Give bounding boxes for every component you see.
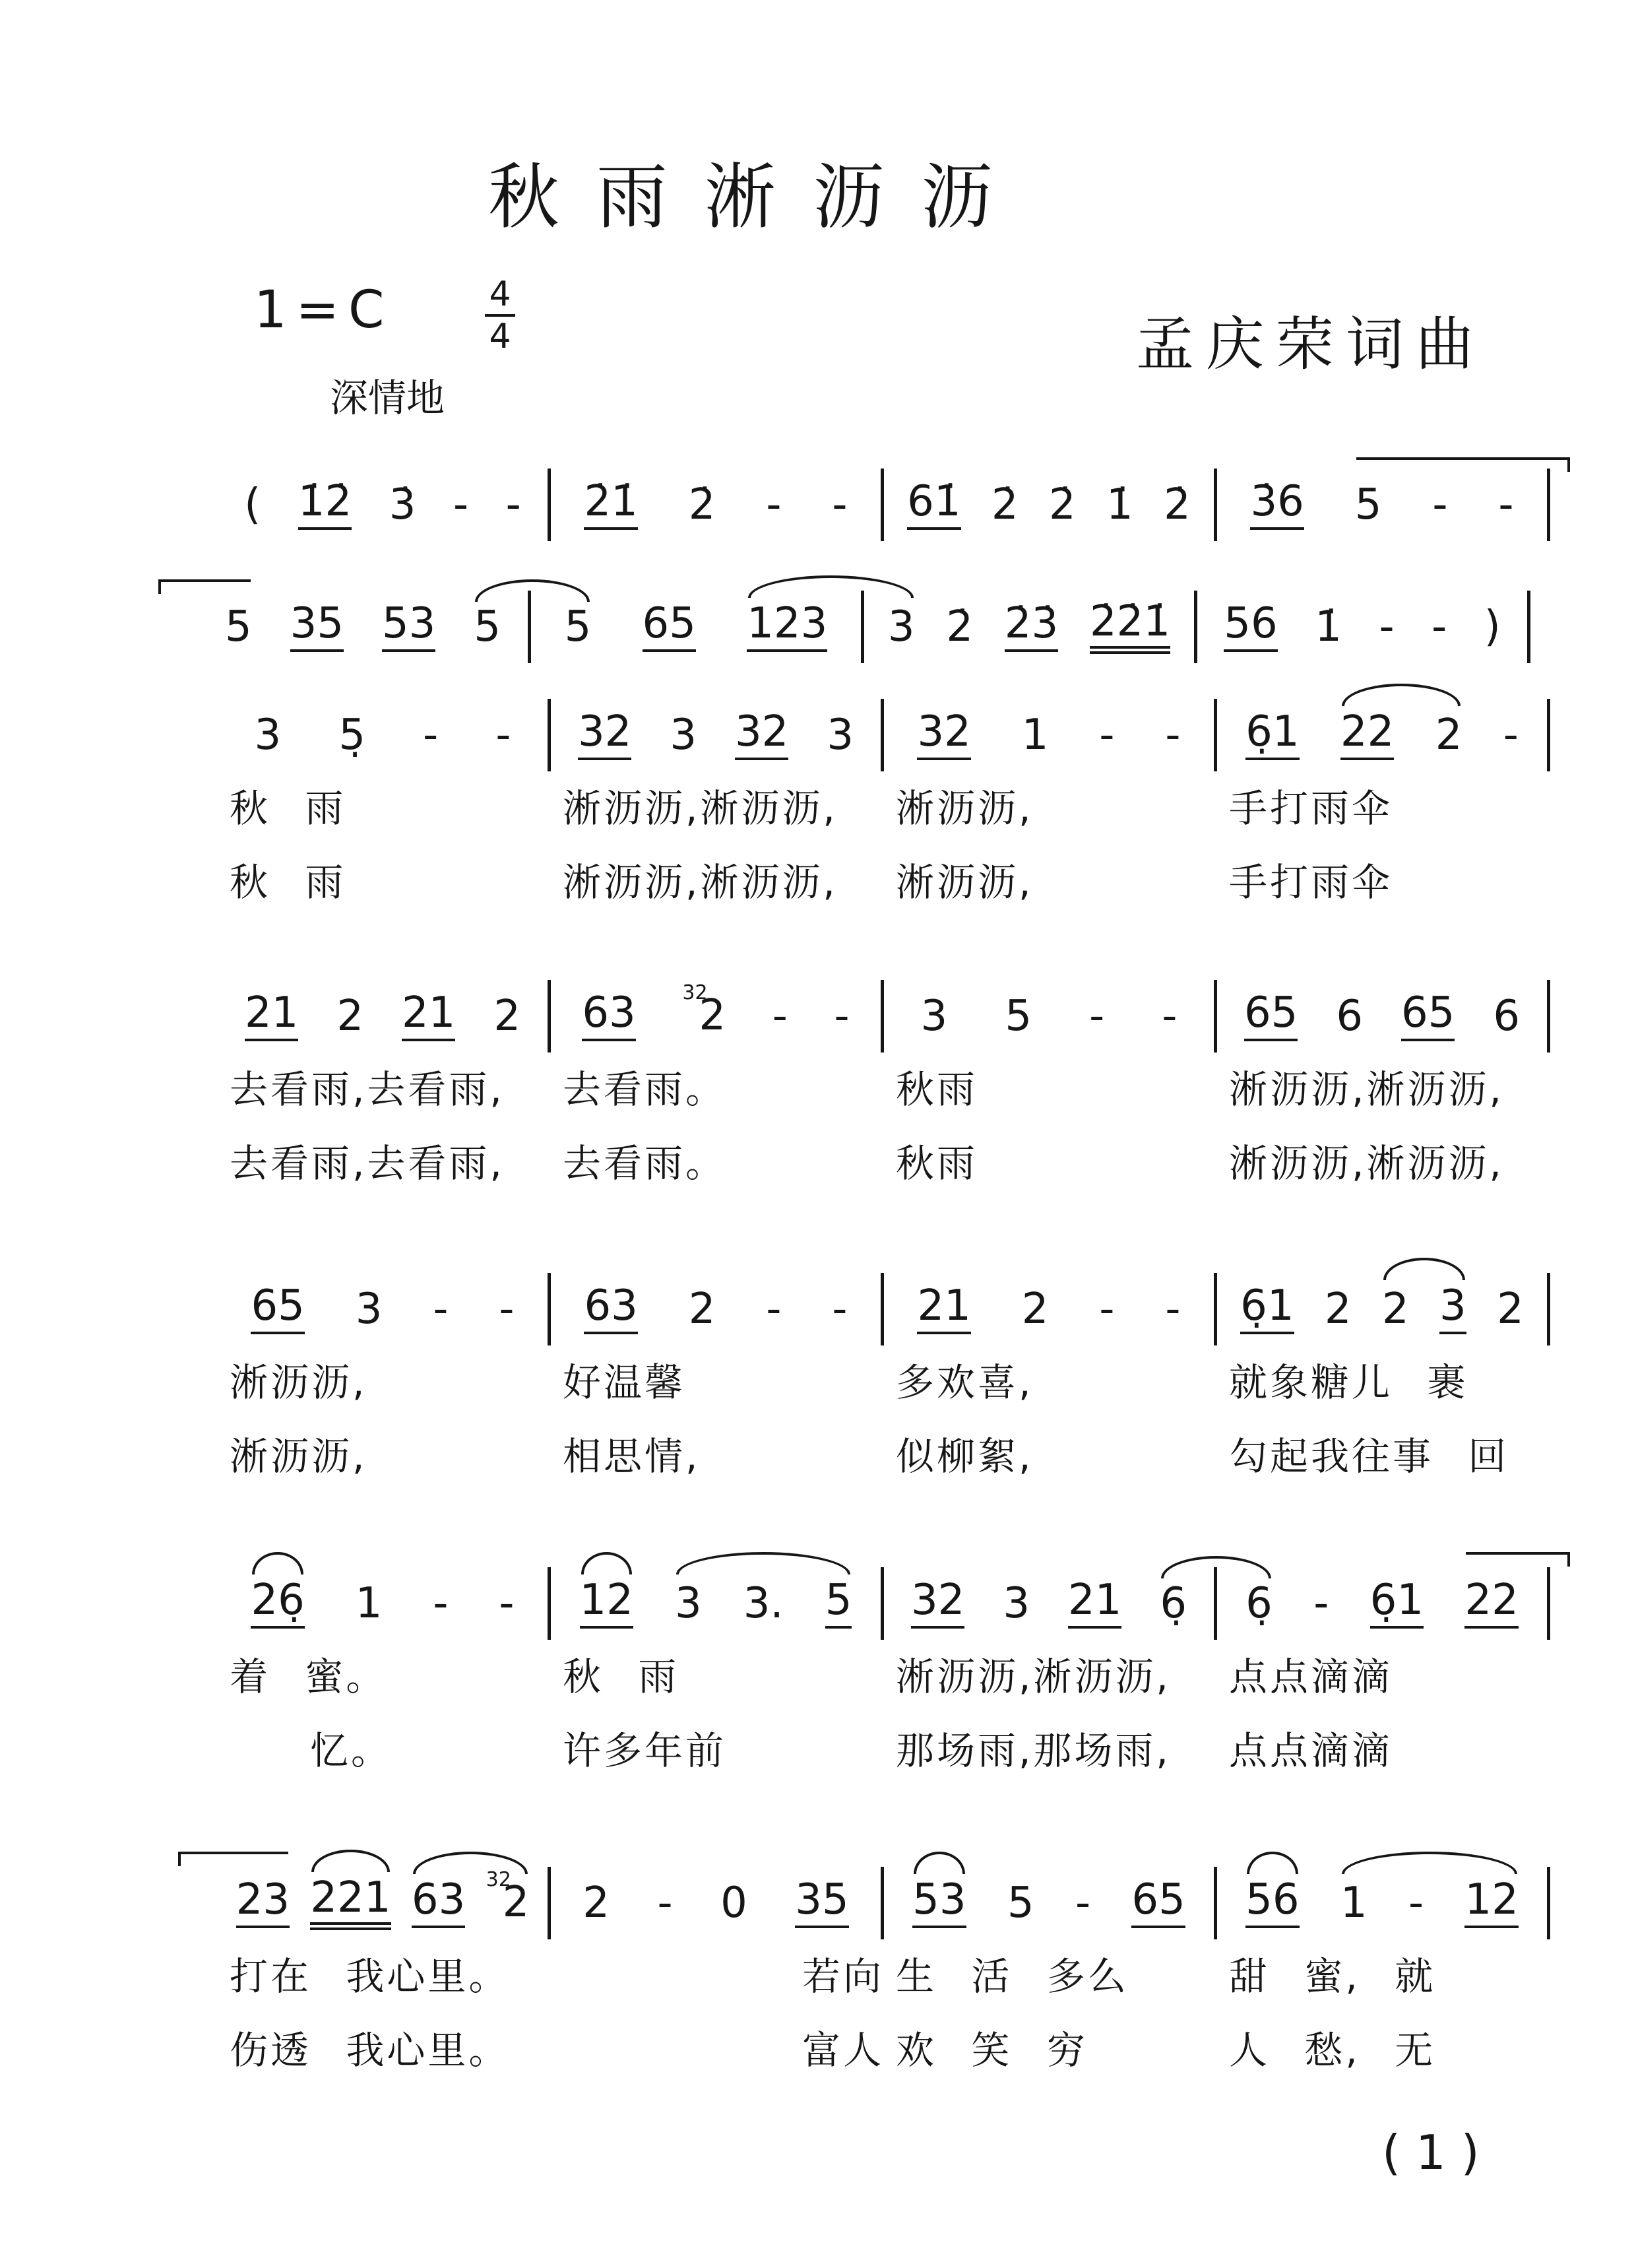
beamed-notes <box>907 477 961 529</box>
measure <box>1197 591 1530 663</box>
note-text: 2̇2̇1̇ <box>1090 600 1170 654</box>
measure <box>1217 980 1550 1200</box>
score-line <box>218 469 1550 541</box>
beamed-notes <box>582 988 636 1041</box>
lyric-verse-1: 去看雨,去看雨, <box>230 1067 505 1112</box>
note-row <box>551 980 884 1053</box>
measure <box>218 980 551 1200</box>
measure <box>884 1867 1217 2087</box>
measure <box>1217 469 1550 541</box>
beamed-notes <box>251 1281 305 1334</box>
beamed-notes <box>911 1578 964 1628</box>
note-text: 6̣1 <box>1240 1284 1294 1334</box>
dash-extension: - <box>1379 602 1395 651</box>
note: 2 <box>1381 1285 1409 1334</box>
dash-extension: - <box>766 480 782 529</box>
grace-note: 32 <box>486 1868 511 1892</box>
note-text: 65 <box>1401 991 1455 1041</box>
dash-extension: - <box>772 992 788 1041</box>
note-text: 63 <box>584 1284 637 1334</box>
note-row <box>218 1273 551 1345</box>
dash-extension: - <box>499 1285 515 1334</box>
note-row <box>198 591 531 663</box>
note-row <box>884 699 1217 771</box>
note: 5 <box>1005 992 1032 1041</box>
note: 5̣ <box>338 711 366 760</box>
note-text: 221 <box>310 1876 391 1930</box>
note <box>682 981 726 1041</box>
note-text: 63 <box>582 991 635 1041</box>
note: 6̣ <box>1245 1579 1273 1628</box>
note: 3̇ <box>389 480 416 529</box>
beamed-notes <box>1250 477 1304 529</box>
note-text: 32 <box>917 710 970 760</box>
note: 2 <box>688 1285 716 1334</box>
dash-extension: - <box>1498 480 1514 529</box>
lyric-verse-1: 秋雨 <box>896 1067 978 1112</box>
note-text: 63 <box>412 1878 465 1928</box>
note: 2̇ <box>991 480 1019 529</box>
measure <box>551 980 884 1200</box>
dash-extension: - <box>832 480 848 529</box>
note-row <box>884 469 1217 541</box>
time-signature-numerator: 4 <box>489 275 511 314</box>
note-text: 21 <box>1068 1578 1121 1628</box>
rest: 0 <box>720 1879 747 1928</box>
beamed-notes <box>1224 599 1278 651</box>
note-row <box>551 469 884 541</box>
dash-extension: - <box>499 1579 515 1628</box>
beamed-notes <box>1464 1875 1519 1928</box>
note-row <box>218 1867 551 1939</box>
note-row <box>218 469 551 541</box>
note: 1 <box>355 1579 383 1628</box>
note-text: 21 <box>402 991 455 1041</box>
note-row <box>864 591 1197 663</box>
note: 2 <box>493 992 521 1041</box>
note-row <box>218 980 551 1053</box>
note: 3 <box>1003 1579 1030 1628</box>
note: 2 <box>1021 1285 1049 1334</box>
beamed-notes <box>825 1578 852 1628</box>
lyric-verse-1: 生 活 多么 <box>896 1954 1129 1999</box>
lyric-verse-2: 人 愁, 无 <box>1229 2028 1436 2073</box>
note-text: 22 <box>1340 710 1394 760</box>
beamed-notes <box>734 707 789 760</box>
measure <box>551 469 884 541</box>
dash-extension: - <box>834 992 850 1041</box>
note-text: 2̇3̇ <box>1005 602 1058 651</box>
beamed-notes <box>411 1875 466 1928</box>
score-line <box>218 1567 1550 1788</box>
note-text: 65 <box>251 1284 304 1334</box>
beamed-notes <box>795 1875 849 1928</box>
note: 5 <box>1007 1879 1034 1928</box>
note-text: 61̇ <box>907 480 960 529</box>
note-text: 3̇6 <box>1250 480 1304 529</box>
tie-mark <box>178 1852 288 1866</box>
dash-extension: - <box>433 1285 449 1334</box>
tempo-marking: 深情地 <box>330 375 445 420</box>
beamed-notes <box>912 1875 966 1928</box>
note: 1̇ <box>1315 602 1342 651</box>
beamed-notes <box>584 1281 638 1334</box>
note-row <box>551 1867 884 1939</box>
note-row <box>1217 1867 1550 1939</box>
note: 3 <box>355 1285 383 1334</box>
note: 2̇ <box>946 602 974 651</box>
note-text: 53 <box>382 602 435 651</box>
lyric-verse-2: 伤透 我心里。 <box>230 2028 510 2073</box>
note-row <box>884 980 1217 1053</box>
note-row <box>1217 699 1550 771</box>
lyric-verse-1: 秋 雨 <box>563 1654 679 1699</box>
note: 2 <box>336 992 364 1041</box>
note-row <box>551 699 884 771</box>
note-text: 6̣1 <box>1245 710 1299 760</box>
measure <box>218 469 551 541</box>
note: 1 <box>1340 1879 1368 1928</box>
note: 2̇ <box>1164 480 1191 529</box>
dash-extension: - <box>1165 1285 1181 1334</box>
lyric-verse-1: 淅沥沥,淅沥沥, <box>563 786 838 831</box>
beamed-notes <box>584 477 638 529</box>
note: 6 <box>1336 992 1364 1041</box>
measure <box>551 1273 884 1493</box>
note: 2̇ <box>1048 480 1076 529</box>
beamed-notes <box>917 1281 971 1334</box>
measure <box>1217 1273 1550 1493</box>
dash-extension: - <box>453 480 469 529</box>
dash-extension: - <box>1432 602 1447 651</box>
note-row <box>218 1567 551 1640</box>
note-row <box>551 1567 884 1640</box>
note-text: 23 <box>236 1878 290 1928</box>
lyric-verse-2: 勾起我往事 回 <box>1229 1434 1509 1479</box>
lyric-verse-1: 点点滴滴 <box>1229 1654 1393 1699</box>
lyric-verse-2: 似柳絮, <box>896 1434 1034 1479</box>
dash-extension: - <box>423 711 439 760</box>
lyric-verse-2: 去看雨。 <box>563 1141 727 1186</box>
note-row <box>884 1867 1217 1939</box>
note-text: 32 <box>735 710 788 760</box>
lyric-verse-2: 秋雨 <box>896 1141 978 1186</box>
lyric-verse-1: 手打雨伞 <box>1229 786 1393 831</box>
note-row <box>1217 1567 1550 1640</box>
lyric-verse-1: 淅沥沥,淅沥沥, <box>896 1654 1171 1699</box>
note-text: 26̣ <box>251 1578 304 1628</box>
lyric-verse-2: 那场雨,那场雨, <box>896 1728 1171 1773</box>
note: 2 <box>1324 1285 1352 1334</box>
score-line <box>218 1867 1550 2087</box>
measure <box>864 591 1197 663</box>
score-line <box>218 980 1550 1200</box>
beamed-notes <box>1240 1281 1294 1334</box>
lyric-verse-2: 富人 <box>802 2028 884 2073</box>
dash-extension: - <box>1099 711 1115 760</box>
note-text: 21 <box>245 991 298 1041</box>
note-text: 35 <box>290 602 344 651</box>
beamed-notes <box>1004 599 1059 651</box>
lyric-verse-1: 淅沥沥, <box>896 786 1034 831</box>
note-text: 123 <box>747 602 827 651</box>
note-row <box>531 591 864 663</box>
note: 2̇ <box>688 480 716 529</box>
note-text: 2̇1̇ <box>584 480 637 529</box>
lyric-verse-2: 忆。 <box>310 1728 393 1773</box>
note <box>486 1868 530 1928</box>
key-signature: 1=C <box>254 280 394 340</box>
note-text: 22 <box>1464 1578 1518 1628</box>
dash-extension: - <box>1165 711 1181 760</box>
measure <box>218 1567 551 1788</box>
beamed-notes <box>244 988 299 1041</box>
note-text: 56 <box>1245 1878 1299 1928</box>
note-row <box>1217 469 1550 541</box>
note-text: 32 <box>911 1578 964 1628</box>
dash-extension: - <box>1432 480 1448 529</box>
beamed-notes <box>401 988 456 1041</box>
measure <box>884 1273 1217 1493</box>
beamed-notes <box>580 1578 633 1628</box>
note-text: 12 <box>1464 1878 1518 1928</box>
note: 2 <box>582 1879 610 1928</box>
note-row <box>1217 980 1550 1053</box>
note-row <box>551 1273 884 1345</box>
note-text: 1̇2̇ <box>298 480 352 529</box>
beamed-notes <box>1089 597 1171 654</box>
lyric-verse-1: 淅沥沥, <box>230 1360 367 1405</box>
beamed-notes <box>290 599 344 651</box>
dash-extension: - <box>766 1285 782 1334</box>
lyric-verse-1: 就象糖儿 裹 <box>1229 1360 1468 1405</box>
score-line <box>218 699 1550 919</box>
note: 5 <box>474 602 501 651</box>
beamed-notes <box>1068 1578 1121 1628</box>
note-text: 53 <box>912 1878 966 1928</box>
lyric-verse-1: 着 蜜。 <box>230 1654 387 1699</box>
dash-extension: - <box>832 1285 848 1334</box>
beamed-notes <box>642 599 696 651</box>
beamed-notes <box>1131 1875 1185 1928</box>
lyric-verse-2: 淅沥沥,淅沥沥, <box>563 860 838 905</box>
measure <box>884 980 1217 1200</box>
measure <box>1217 1567 1550 1788</box>
note: 6 <box>1493 992 1521 1041</box>
bracket: ) <box>1484 602 1501 651</box>
lyric-verse-1: 打在 我心里。 <box>230 1954 510 1999</box>
dash-extension: - <box>505 480 521 529</box>
note: 3 <box>670 711 697 760</box>
bracket: ( <box>244 480 261 529</box>
grace-note: 32 <box>682 981 708 1005</box>
note-text: 3 <box>1439 1284 1466 1334</box>
note-text: 21 <box>917 1284 970 1334</box>
note: 3 <box>254 711 282 760</box>
note-text: 35 <box>795 1878 848 1928</box>
measure <box>551 1567 884 1788</box>
note-row <box>884 1567 1217 1640</box>
time-signature <box>485 277 515 354</box>
page-number: ( 1 ) <box>1382 2125 1480 2180</box>
measure <box>218 699 551 919</box>
lyric-verse-1: 若向 <box>802 1954 884 1999</box>
composer-credit: 孟庆荣词曲 <box>1136 310 1486 378</box>
note-text: 12 <box>580 1578 633 1628</box>
lyric-verse-2: 去看雨,去看雨, <box>230 1141 505 1186</box>
dash-extension: - <box>1075 1879 1091 1928</box>
beamed-notes <box>236 1875 290 1928</box>
note: 5 <box>1354 480 1382 529</box>
lyric-verse-2: 相思情, <box>563 1434 701 1479</box>
note: 3 <box>887 602 915 651</box>
note: 3. <box>743 1579 784 1628</box>
note: 3 <box>674 1579 702 1628</box>
note: 1̇ <box>1106 480 1133 529</box>
measure <box>884 1567 1217 1788</box>
measure <box>1217 1867 1550 2087</box>
song-title: 秋雨淅沥沥 <box>488 156 1030 239</box>
dash-extension: - <box>1408 1879 1424 1928</box>
beamed-notes <box>1245 1875 1300 1928</box>
beamed-notes <box>1400 988 1455 1041</box>
beamed-notes <box>251 1578 304 1628</box>
note-text: 6̣1 <box>1370 1578 1424 1628</box>
beamed-notes <box>1245 707 1300 760</box>
lyric-verse-1: 多欢喜, <box>896 1360 1034 1405</box>
measure <box>218 1867 551 2087</box>
dash-extension: - <box>1313 1579 1329 1628</box>
dash-extension: - <box>495 711 511 760</box>
measure <box>551 1867 884 2087</box>
note-text: 65 <box>1131 1878 1185 1928</box>
note-text: 2 <box>699 991 726 1041</box>
dash-extension: - <box>657 1879 673 1928</box>
measure <box>531 591 864 663</box>
note: 1 <box>1021 711 1049 760</box>
note-text: 56 <box>1224 602 1277 651</box>
note-row <box>1197 591 1530 663</box>
note: 2 <box>1435 711 1463 760</box>
measure <box>884 469 1217 541</box>
beamed-notes <box>381 599 436 651</box>
note-text: 32 <box>578 710 631 760</box>
measure <box>1217 699 1550 919</box>
note: 6̣ <box>1160 1579 1187 1628</box>
time-signature-denominator: 4 <box>489 317 511 356</box>
lyric-verse-2: 淅沥沥, <box>230 1434 367 1479</box>
beamed-notes <box>1243 988 1298 1041</box>
lyric-verse-2: 淅沥沥, <box>896 860 1034 905</box>
lyric-verse-2: 许多年前 <box>563 1728 727 1773</box>
dash-extension: - <box>433 1579 449 1628</box>
note: 5 <box>224 602 252 651</box>
beamed-notes <box>1464 1578 1518 1628</box>
beamed-notes <box>1439 1281 1466 1334</box>
measure <box>884 699 1217 919</box>
lyric-verse-1: 去看雨。 <box>563 1067 727 1112</box>
lyric-verse-2: 手打雨伞 <box>1229 860 1393 905</box>
beamed-notes <box>577 707 632 760</box>
note: 2 <box>1497 1285 1524 1334</box>
lyric-verse-2: 淅沥沥,淅沥沥, <box>1229 1141 1504 1186</box>
lyric-verse-1: 甜 蜜, 就 <box>1229 1954 1436 1999</box>
lyric-verse-2: 秋 雨 <box>230 860 346 905</box>
beamed-notes <box>1370 1578 1424 1628</box>
note: 5 <box>564 602 592 651</box>
lyric-verse-1: 淅沥沥,淅沥沥, <box>1229 1067 1504 1112</box>
measure <box>551 699 884 919</box>
beamed-notes <box>310 1873 391 1930</box>
dash-extension: - <box>1162 992 1178 1041</box>
note-row <box>218 699 551 771</box>
lyric-verse-1: 秋 雨 <box>230 786 346 831</box>
measure <box>198 591 531 663</box>
lyric-verse-1: 好温馨 <box>563 1360 686 1405</box>
note-text: 2 <box>502 1878 530 1928</box>
beamed-notes <box>1340 707 1395 760</box>
dash-extension: - <box>1503 711 1519 760</box>
beamed-notes <box>298 477 352 529</box>
note: 3 <box>920 992 948 1041</box>
dash-extension: - <box>1089 992 1105 1041</box>
beamed-notes <box>917 707 971 760</box>
score-line <box>218 1273 1550 1493</box>
dash-extension: - <box>1099 1285 1115 1334</box>
note: 3 <box>827 711 854 760</box>
note-text: 5 <box>825 1578 852 1628</box>
note-text: 65 <box>1244 991 1298 1041</box>
lyric-verse-2: 欢 笑 穷 <box>896 2028 1088 2073</box>
beamed-notes <box>747 599 828 651</box>
tie-mark <box>1466 1552 1570 1567</box>
note-row <box>884 1273 1217 1345</box>
note-text: 65 <box>643 602 696 651</box>
score-line <box>198 591 1530 663</box>
measure <box>218 1273 551 1493</box>
lyric-verse-2: 点点滴滴 <box>1229 1728 1393 1773</box>
note-row <box>1217 1273 1550 1345</box>
